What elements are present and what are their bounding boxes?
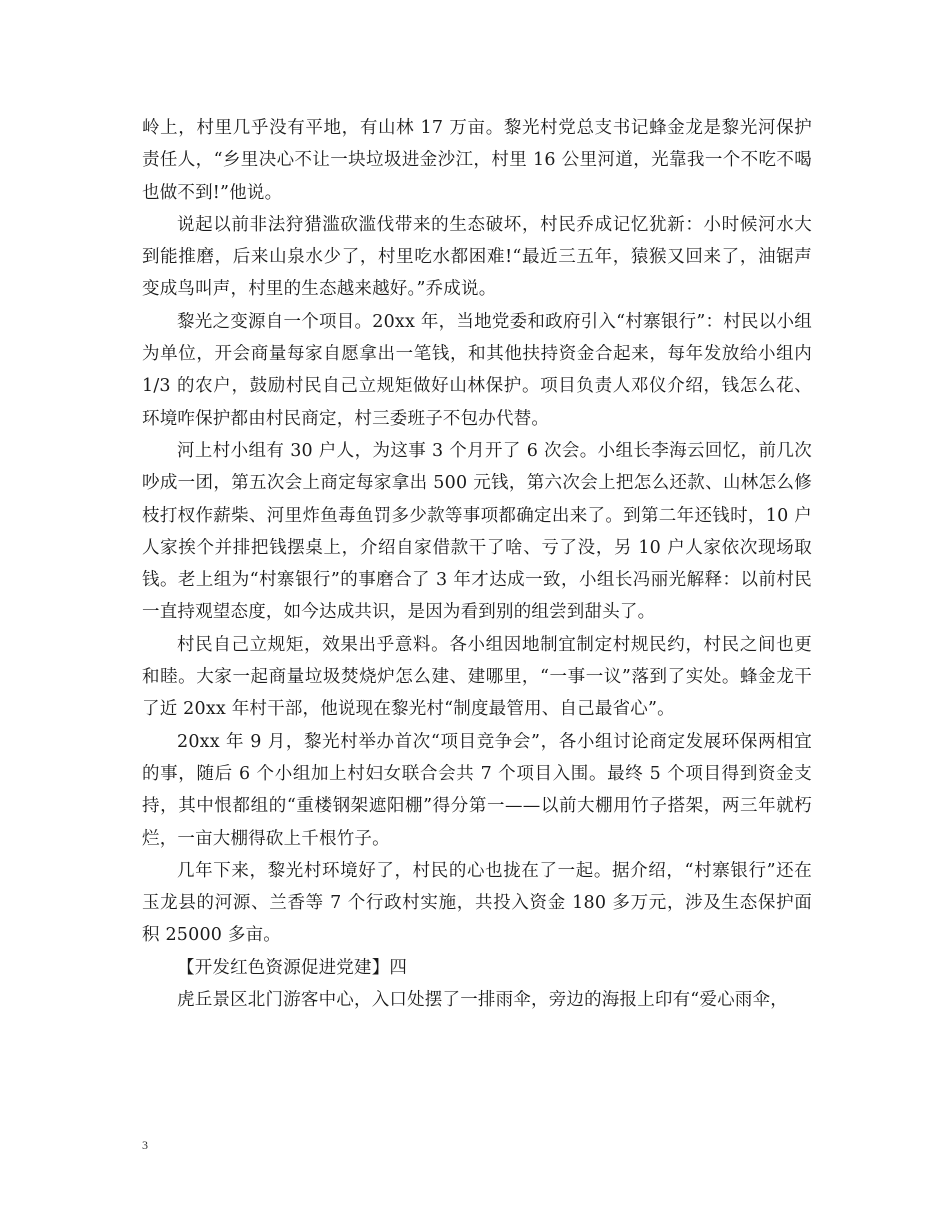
paragraph-2: 说起以前非法狩猎滥砍滥伐带来的生态破坏，村民乔成记忆犹新：小时候河水大到能推磨，后来山泉水少了，村里吃水都困难!“最近三五年，猿猴又回来了，油锯声变成鸟叫声，村里的生态越来越好。”乔成说。 <box>142 214 812 300</box>
paragraph-1: 岭上，村里几乎没有平地，有山林 17 万亩。黎光村党总支书记蜂金龙是黎光河保护责任人，“乡里决心不让一块垃圾进金沙江，村里 16 公里河道，光靠我一个不吃不喝也做不到!”他说。 <box>142 118 812 203</box>
section-heading: 【开发红色资源促进党建】四 <box>177 957 408 978</box>
document-body <box>142 112 812 1016</box>
page-number: 3 <box>142 1138 148 1152</box>
paragraph-8: 虎丘景区北门游客中心，入口处摆了一排雨伞，旁边的海报上印有“爱心雨伞， <box>177 990 788 1011</box>
paragraph-5: 村民自己立规矩，效果出乎意料。各小组因地制宜制定村规民约，村民之间也更和睦。大家一起商量垃圾焚烧炉怎么建、建哪里，“一事一议”落到了实处。蜂金龙干了近 20xx 年村干部，他说现在黎光村“制度最管用、自己最省心”。 <box>142 634 812 720</box>
paragraph-7: 几年下来，黎光村环境好了，村民的心也拢在了一起。据介绍，“村寨银行”还在玉龙县的河源、兰香等 7 个行政村实施，共投入资金 180 多万元，涉及生态保护面积 25000 多亩。 <box>142 860 812 946</box>
paragraph-4: 河上村小组有 30 户人，为这事 3 个月开了 6 次会。小组长李海云回忆，前几次吵成一团，第五次会上商定每家拿出 500 元钱，第六次会上把怎么还款、山林怎么修枝打杈作薪柴、河里炸鱼毒鱼罚多少款等事项都确定出来了。到第二年还钱时，10 户人家挨个并排把钱摆桌上，介绍自家借款干了啥、亏了没，另 10 户人家依次现场取钱。老上组为“村寨银行”的事磨合了 3 年才达成一致，小组长冯丽光解释：以前村民一直持观望态度，如今达成共识，是因为看到别的组尝到甜头了。 <box>142 440 812 623</box>
paragraph-3: 黎光之变源自一个项目。20xx 年，当地党委和政府引入“村寨银行”：村民以小组为单位，开会商量每家自愿拿出一笔钱，和其他扶持资金合起来，每年发放给小组内 1/3 的农户，鼓励村民自己立规矩做好山林保护。项目负责人邓仪介绍，钱怎么花、环境咋保护都由村民商定，村三委班子不包办代替。 <box>142 311 812 429</box>
paragraph-6: 20xx 年 9 月，黎光村举办首次“项目竞争会”，各小组讨论商定发展环保两相宜的事，随后 6 个小组加上村妇女联合会共 7 个项目入围。最终 5 个项目得到资金支持，其中恨都组的“重楼钢架遮阳棚”得分第一——以前大棚用竹子搭架，两三年就朽烂，一亩大棚得砍上千根竹子。 <box>142 731 812 849</box>
